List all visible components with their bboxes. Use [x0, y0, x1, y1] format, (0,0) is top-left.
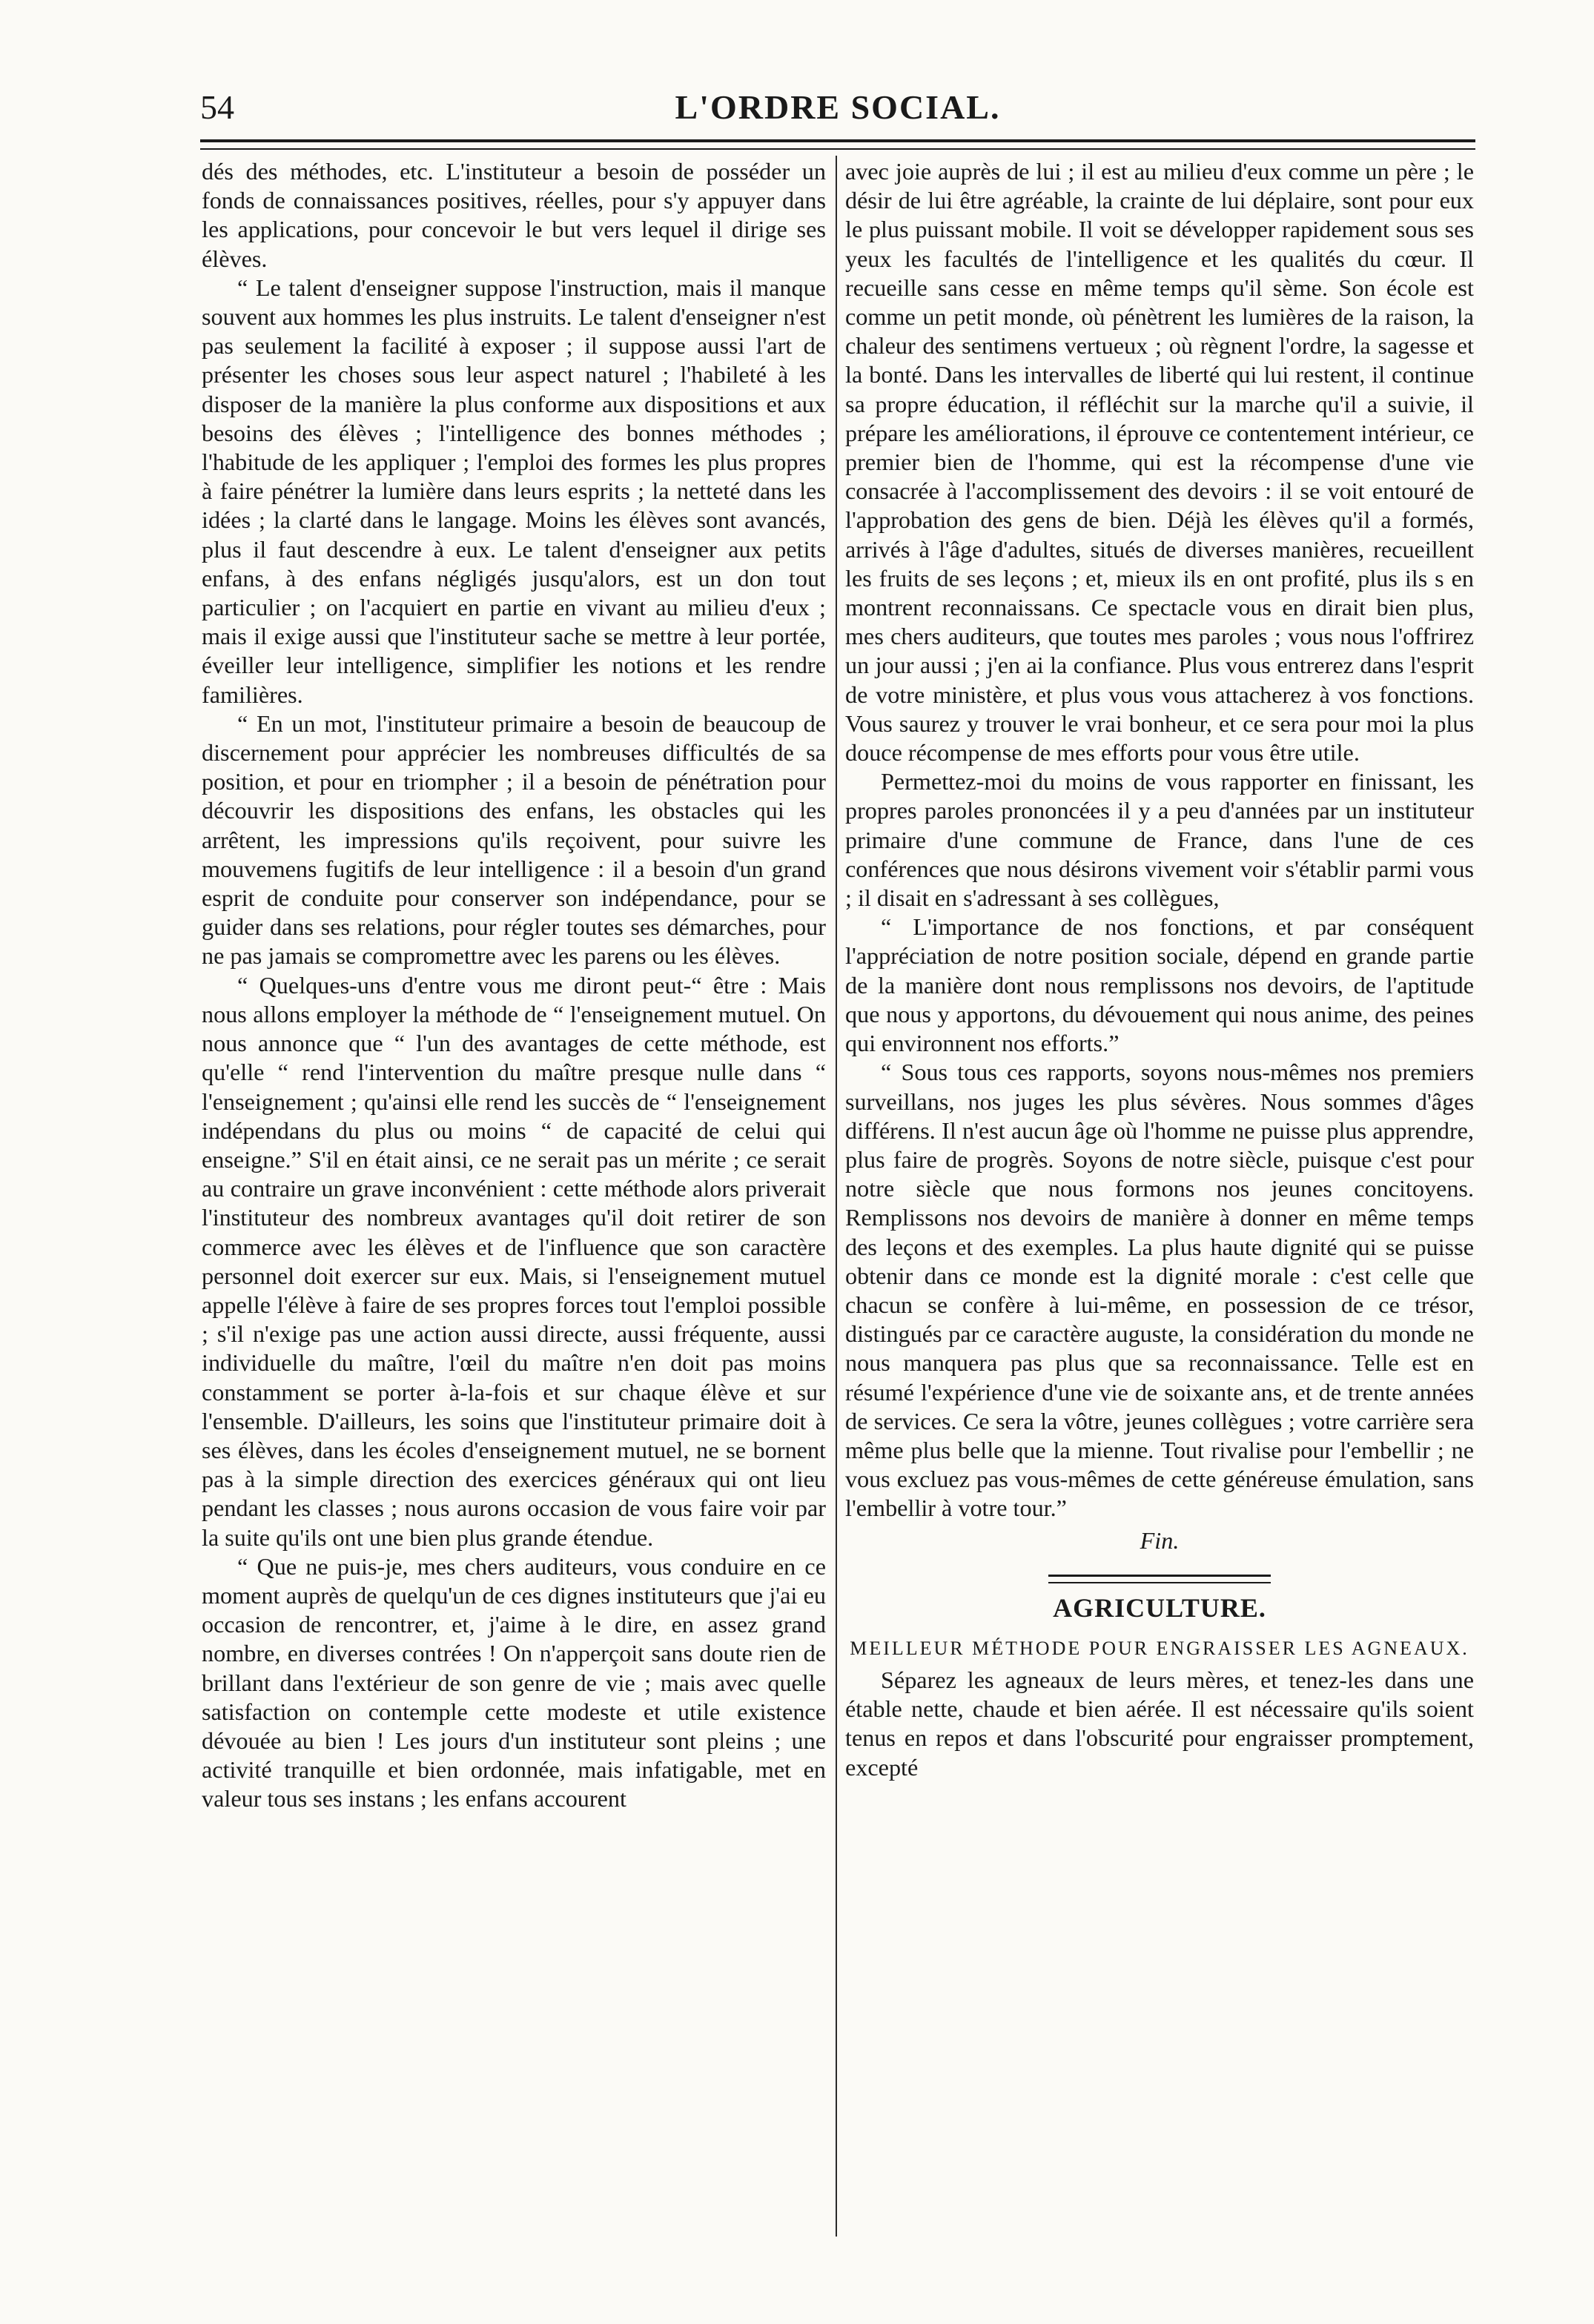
article-paragraph: Séparez les agneaux de leurs mères, et tenez-les dans une étable nette, chaude et bien aérée. Il est nécessaire qu'ils soient tenus en repos et dans l'obscurité pour engraisser promptement, excepté [845, 1666, 1474, 1781]
article-title: MEILLEUR MÉTHODE POUR ENGRAISSER LES AGNEAUX. [850, 1637, 1469, 1659]
section-title: AGRICULTURE. [1053, 1592, 1266, 1623]
paragraph: “ Quelques-uns d'entre vous me diront peut-“ être : Mais nous allons employer la méthode de “ l'enseignement mutuel. On nous annonce que “ l'un des avantages de cette méthode, est qu'elle “ rend l'intervention du maître presque nulle dans “ l'enseignement ; qu'ainsi elle rend les succès de “ l'enseignement indépendans du plus ou moins “ de capacité de celui qui enseigne.” S'il en était ainsi, ce ne serait pas un mérite ; ce serait au contraire un grave inconvénient : cette méthode alors priverait l'instituteur des nombreux avantages qu'il doit retirer de son commerce avec les élèves et de l'influence que son caractère personnel doit exercer sur eux. Mais, si l'enseignement mutuel appelle l'élève à faire de ses propres forces tout l'emploi possible ; s'il n'exige pas une action aussi directe, aussi fréquente, aussi individuelle du maître, l'œil du maître n'en doit pas moins constamment se porter à-la-fois et sur chaque élève et sur l'ensemble. D'ailleurs, les soins que l'instituteur primaire doit à ses élèves, dans les écoles d'enseignement mutuel, ne se bornent pas à la simple direction des exercices généraux qui ont lieu pendant les classes ; nous aurons occasion de vous faire voir par la suite qu'ils ont une bien plus grande étendue. [202, 971, 826, 1551]
paragraph: “ Sous tous ces rapports, soyons nous-mêmes nos premiers surveillans, nos juges les plus sévères. Nous sommes d'âges différens. Il n'est aucun âge où l'homme ne puisse plus apprendre, plus faire de progrès. Soyons de notre siècle, puisque c'est pour notre siècle que nous formons nos jeunes concitoyens. Remplissons nos devoirs de manière à donner en même temps des leçons et des exemples. La plus haute dignité qui se puisse obtenir dans ce monde est la dignité morale : c'est celle que chacun se confère à lui-même, en possession de ce trésor, distingués par ce caractère auguste, la considération du monde ne nous manquera pas plus que sa reconnaissance. Telle est en résumé l'expérience d'une vie de soixante ans, et de trente années de services. Ce sera la vôtre, jeunes collègues ; votre carrière sera même plus belle que la mienne. Tout rivalise pour l'embellir ; ne vous excluez pas vous-mêmes de cette généreuse émulation, sans l'embellir à votre tour.” [845, 1059, 1474, 1522]
paragraph: “ L'importance de nos fonctions, et par conséquent l'appréciation de notre position sociale, dépend en grande partie de la manière dont nous remplissons nos devoirs, de l'aptitude que nous y apportons, du dévouement qui nous anime, des peines qui environnent nos efforts.” [845, 913, 1474, 1057]
left-column [202, 157, 826, 2237]
paragraph: dés des méthodes, etc. L'instituteur a besoin de posséder un fonds de connaissances positives, réelles, pour s'y appuyer dans les applications, pour concevoir le but vers lequel il dirige ses élèves. [202, 158, 826, 272]
paragraph: “ Le talent d'enseigner suppose l'instruction, mais il manque souvent aux hommes les plus instruits. Le talent d'enseigner n'est pas seulement la facilité à exposer ; il suppose aussi l'art de présenter les choses sous leur aspect naturel ; l'habileté à les disposer de la manière la plus conforme aux dispositions et aux besoins des élèves ; l'intelligence des bonnes méthodes ; l'habitude de les appliquer ; l'emploi des formes les plus propres à faire pénétrer la lumière dans leurs esprits ; la netteté dans les idées ; la clarté dans le langage. Moins les élèves sont avancés, plus il faut descendre à eux. Le talent d'enseigner aux petits enfans, à des enfans négligés jusqu'alors, est un don tout particulier ; on l'acquiert en partie en vivant au milieu d'eux ; mais il exige aussi que l'instituteur sache se mettre à leur portée, éveiller leur intelligence, simplifier les notions et les rendre familières. [202, 274, 826, 708]
right-column [845, 157, 1474, 2237]
running-title: L'ORDRE SOCIAL. [675, 88, 1001, 126]
fin-label: Fin. [1140, 1526, 1180, 1554]
paragraph: avec joie auprès de lui ; il est au milieu d'eux comme un père ; le désir de lui être agréable, la crainte de lui déplaire, sont pour eux le plus puissant mobile. Il voit se développer rapidement sous ses yeux les facultés de l'intelligence et les qualités du cœur. Il recueille sans cesse en même temps qu'il sème. Son école est comme un petit monde, où pénètrent les lumières de la raison, la chaleur des sentimens vertueux ; où règnent l'ordre, la sagesse et la bonté. Dans les intervalles de liberté qui lui restent, il continue sa propre éducation, il réfléchit sur la marche qu'il a suivie, il prépare les améliorations, il éprouve ce contentement intérieur, ce premier bien de l'homme, qui est la récompense d'une vie consacrée à l'accomplissement des devoirs : il se voit entouré de l'approbation des gens de bien. Déjà les élèves qu'il a formés, arrivés à l'âge d'adultes, situés de diverses manières, recueillent les fruits de ses leçons ; et, mieux ils en ont profité, plus ils s en montrent reconnaissans. Ce spectacle vous en dirait bien plus, mes chers auditeurs, que toutes mes paroles ; vous nous l'offrirez un jour aussi ; j'en ai la confiance. Plus vous entrerez dans l'esprit de votre ministère, et plus vous vous attacherez à vos fonctions. Vous saurez y trouver le vrai bonheur, et ce sera pour moi la plus douce récompense de mes efforts pour vous être utile. [845, 158, 1474, 767]
paragraph: “ En un mot, l'instituteur primaire a besoin de beaucoup de discernement pour apprécier les nombreuses difficultés de sa position, et pour en triompher ; il a besoin de pénétration pour découvrir les dispositions des enfans, les obstacles qui les arrêtent, les impressions qu'ils reçoivent, pour suivre les mouvemens fugitifs de leur intelligence : il a besoin d'un grand esprit de conduite pour conserver son indépendance, pour se guider dans ses relations, pour régler toutes ses démarches, pour ne pas jamais se compromettre avec les parens ou les élèves. [202, 709, 826, 970]
column-divider [836, 156, 837, 2237]
paragraph: “ Que ne puis-je, mes chers auditeurs, vous conduire en ce moment auprès de quelqu'un de ces dignes instituteurs que j'ai eu occasion de rencontrer, et, j'aime à le dire, en assez grand nombre, en diverses contrées ! On n'apperçoit sans doute rien de brillant dans l'extérieur de son genre de vie ; mais avec quelle satisfaction on contemple cette modeste et utile existence dévouée au bien ! Les jours d'un instituteur sont pleins ; une activité tranquille et bien ordonnée, mais infatigable, met en valeur tous ses instans ; les enfans accourent [202, 1552, 826, 1812]
page-number: 54 [200, 88, 234, 126]
paragraph: Permettez-moi du moins de vous rapporter en finissant, les propres paroles prononcées il y a peu d'années par un instituteur primaire d'une commune de France, dans l'une de ces conférences que nous désirons vivement voir s'établir parmi vous ; il disait en s'adressant à ses collègues, [845, 768, 1474, 912]
header-rule [200, 139, 1475, 150]
page-header [200, 87, 1475, 139]
section-rule [1048, 1575, 1271, 1583]
